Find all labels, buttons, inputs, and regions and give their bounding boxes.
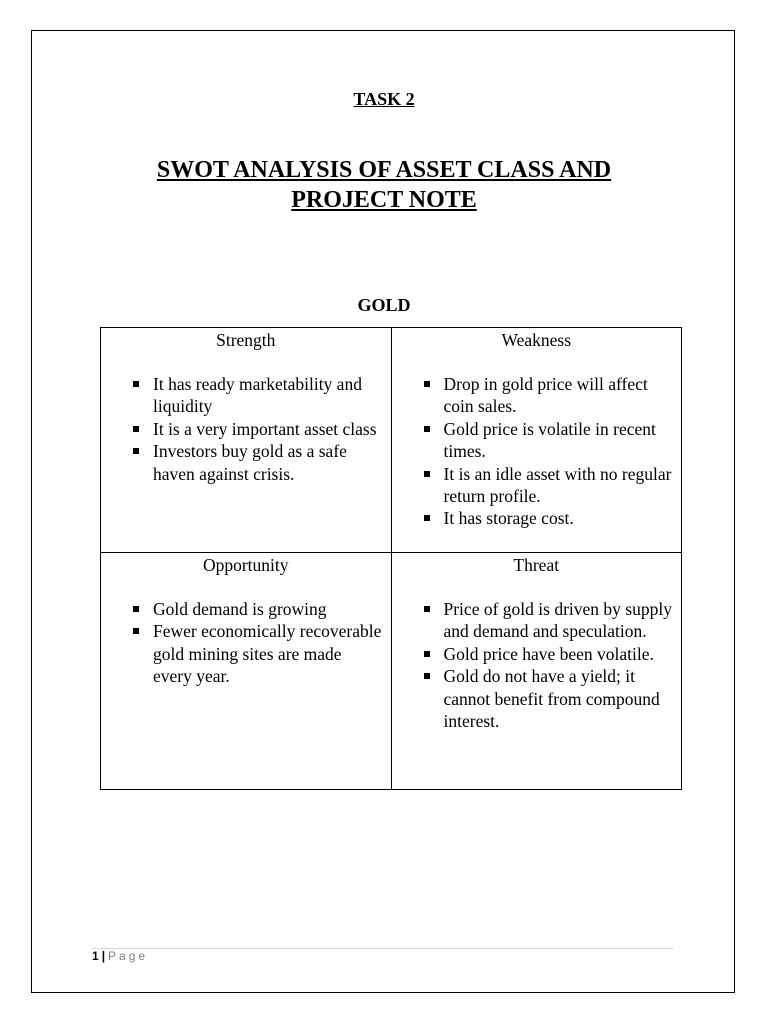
weakness-list (392, 373, 682, 530)
list-item: Gold price is volatile in recent times. (392, 418, 682, 463)
swot-row-top (101, 328, 682, 553)
strength-list (101, 373, 391, 485)
weakness-header: Weakness (501, 330, 572, 350)
list-item: Gold price have been volatile. (392, 643, 682, 665)
swot-row-bottom (101, 553, 682, 790)
strength-header: Strength (216, 330, 276, 350)
document-title-line-2: PROJECT NOTE (291, 187, 477, 213)
list-item: Drop in gold price will affect coin sales. (392, 373, 682, 418)
list-item: It is an idle asset with no regular return profile. (392, 463, 682, 508)
threat-list (392, 598, 682, 732)
list-item: It has storage cost. (392, 507, 682, 529)
section-heading: GOLD (357, 295, 411, 315)
page-footer (92, 948, 148, 964)
weakness-cell (391, 328, 682, 553)
list-item: It has ready marketability and liquidity (101, 373, 391, 418)
list-item: Investors buy gold as a safe haven against crisis. (101, 440, 391, 485)
opportunity-cell (101, 553, 392, 790)
footer-divider (92, 948, 674, 949)
page-separator: | (101, 949, 106, 963)
threat-cell (391, 553, 682, 790)
list-item: It is a very important asset class (101, 418, 391, 440)
task-heading: TASK 2 (353, 89, 415, 109)
opportunity-header: Opportunity (202, 555, 289, 575)
list-item: Gold demand is growing (101, 598, 391, 620)
threat-header: Threat (513, 555, 560, 575)
list-item: Gold do not have a yield; it cannot benefit from compound interest. (392, 665, 682, 732)
strength-cell (101, 328, 392, 553)
swot-table (100, 327, 682, 790)
list-item: Fewer economically recoverable gold mining sites are made every year. (101, 620, 391, 687)
document-title-line-1: SWOT ANALYSIS OF ASSET CLASS AND (156, 157, 612, 183)
page-number: 1 (92, 949, 99, 963)
opportunity-list (101, 598, 391, 688)
document-title (0, 155, 768, 215)
list-item: Price of gold is driven by supply and demand and speculation. (392, 598, 682, 643)
page-label: Page (108, 949, 149, 963)
